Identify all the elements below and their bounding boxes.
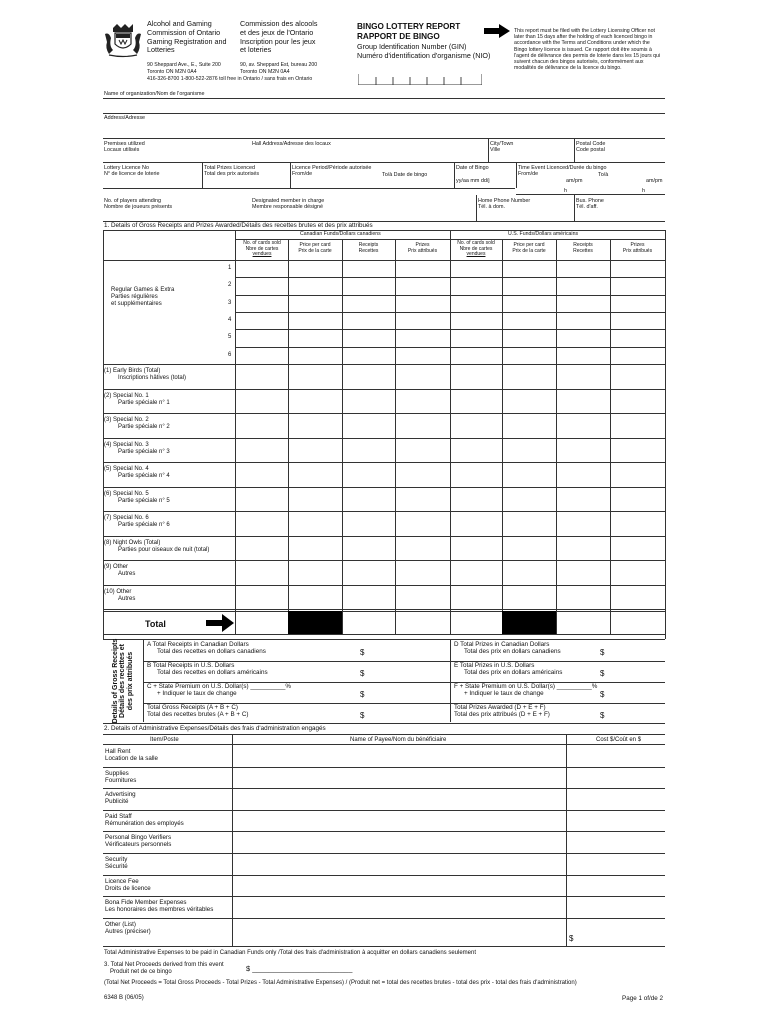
summary-dollar-field[interactable]: $ — [600, 669, 605, 678]
grid-cell-input[interactable] — [343, 439, 394, 461]
grid-cell-input[interactable] — [503, 586, 555, 608]
grid-cell-input[interactable] — [343, 313, 394, 328]
grid-cell-input[interactable] — [611, 414, 664, 437]
game-row-label: (7) Special No. 6 Partie spéciale n° 6 — [104, 515, 170, 529]
grid-cell-input[interactable] — [557, 348, 609, 363]
grid-cell-input[interactable] — [396, 612, 449, 633]
summary-row-line — [143, 661, 665, 662]
expense-item-label: Other (List) Autres (préciser) — [105, 921, 151, 936]
grid-cell-input[interactable] — [611, 512, 664, 535]
grid-cell-input[interactable] — [396, 537, 449, 559]
cost-field[interactable] — [567, 897, 664, 917]
payee-field[interactable] — [233, 897, 565, 917]
canadian-funds-header: Canadian Funds/Dollars canadiens — [300, 231, 381, 237]
filing-notice: This report must be filed with the Lottery Licensing Officer not later than 15 days after the holding of each licenced bingo in accordance with the Terms and Conditions under which the Bingo lottery licence is issued. Ce rapport doit être soumis à l'agent de délivrance des permis de loterie dans les 15 jours qui suivent chacun des bingos autorisés, conformément aux modalités de délivrance de la licence du bingo. — [514, 28, 661, 72]
grid-cell-input[interactable] — [289, 439, 341, 461]
col-payee-header: Name of Payee/Nom du bénéficiaire — [350, 737, 447, 743]
date-format-label: yy/aa mm dd/j — [456, 178, 490, 184]
grid-cell-input[interactable] — [451, 463, 501, 486]
grid-cell-input[interactable] — [611, 612, 664, 633]
ontario-coat-of-arms-logo — [103, 22, 143, 58]
summary-dollar-field[interactable]: $ — [360, 669, 365, 678]
grid-cell-input[interactable] — [557, 414, 609, 437]
summary-dollar-field[interactable]: $ — [600, 711, 605, 720]
col-price-usd: Price per card Prix de la carte — [512, 242, 546, 254]
grid-cell-input[interactable] — [236, 296, 287, 311]
summary-dollar-field[interactable]: $ — [360, 711, 365, 720]
regular-game-number: 4 — [228, 317, 232, 323]
total-prizes-label: Total Prizes Licenced Total des prix autorisés — [204, 165, 260, 178]
licence-period-label: Licence Period/Période autorisée From/de — [292, 165, 372, 178]
grid-cell-input[interactable] — [611, 537, 664, 559]
game-row-label: (5) Special No. 4 Partie spéciale n° 4 — [104, 466, 170, 480]
grid-cell-input[interactable] — [557, 439, 609, 461]
grid-cell-input[interactable] — [557, 313, 609, 328]
arrow-right-icon — [484, 24, 510, 38]
grid-cell-input[interactable] — [289, 414, 341, 437]
grid-cell-input[interactable] — [503, 414, 555, 437]
grid-cell-input[interactable] — [236, 390, 287, 412]
grid-cell-input[interactable] — [343, 278, 394, 294]
summary-row-line — [143, 682, 665, 683]
game-row-label: (8) Night Owls (Total) Parties pour oiseaux de nuit (total) — [104, 540, 210, 554]
expense-item-label: Licence Fee Droits de licence — [105, 878, 151, 893]
grid-cell-input[interactable] — [503, 463, 555, 486]
col-receipts-cad: Receipts Recettes — [358, 242, 379, 254]
grid-cell-input[interactable] — [396, 463, 449, 486]
expense-item-label: Supplies Fournitures — [105, 770, 137, 785]
grid-cell-input[interactable] — [343, 261, 394, 276]
net-proceeds-field[interactable]: $ ________________________ — [246, 964, 353, 973]
grid-cell-input[interactable] — [236, 586, 287, 608]
grid-cell-input[interactable] — [289, 561, 341, 584]
total-label: Total — [145, 619, 166, 629]
summary-dollar-field[interactable]: $ — [360, 648, 365, 657]
payee-field[interactable] — [233, 746, 565, 766]
expense-item-label: Advertising Publicité — [105, 791, 136, 806]
payee-field[interactable] — [233, 768, 565, 788]
grid-cell-input[interactable] — [343, 296, 394, 311]
game-row-label: (6) Special No. 5 Partie spéciale n° 5 — [104, 491, 170, 505]
report-title: BINGO LOTTERY REPORT RAPPORT DE BINGO Group Identification Number (GIN) Numéro d'identification d'organisme (NIO) — [357, 22, 491, 60]
grid-cell-input[interactable] — [503, 330, 555, 346]
grid-cell-input[interactable] — [289, 365, 341, 388]
grid-cell-input[interactable] — [236, 365, 287, 388]
summary-left-row: Total Gross Receipts (A + B + C) Total des recettes brutes (A + B + C) — [147, 704, 249, 719]
ampm-to-label: am/pm — [646, 178, 663, 184]
summary-right-row: F + State Premium on U.S. Dollar(s) __________% + Indiquer le taux de change — [454, 683, 598, 698]
licence-no-label: Lottery Licence No N° de licence de loterie — [104, 165, 160, 178]
grid-cell-input[interactable] — [451, 296, 501, 311]
grid-cell-input[interactable] — [236, 463, 287, 486]
postal-code-label: Postal Code Code postal — [576, 141, 606, 154]
grid-cell-input[interactable] — [236, 612, 287, 633]
grid-cell-input[interactable] — [289, 537, 341, 559]
grid-cell-input[interactable] — [557, 278, 609, 294]
summary-dollar-field[interactable]: $ — [600, 690, 605, 699]
col-prizes-cad: Prizes Prix attribués — [407, 242, 438, 254]
grid-cell-input[interactable] — [557, 561, 609, 584]
grid-cell-input[interactable] — [236, 561, 287, 584]
hour-to-label: h — [642, 188, 645, 194]
game-row-label: (10) Other Autres — [104, 589, 136, 603]
regular-game-number: 3 — [228, 300, 232, 306]
grid-cell-input[interactable] — [289, 278, 341, 294]
grid-cell-input[interactable] — [289, 512, 341, 535]
grid-cell-input[interactable] — [289, 261, 341, 276]
grid-cell-input[interactable] — [236, 330, 287, 346]
grid-cell-input[interactable] — [557, 330, 609, 346]
org-name-fr: Commission des alcools et des jeux de l'Ontario Inscription pour les jeux et loteries — [240, 19, 318, 55]
payee-field[interactable] — [233, 832, 565, 852]
expense-item-label: Bona Fide Member Expenses Les honoraires des membres véritables — [105, 899, 214, 914]
payee-field[interactable] — [233, 919, 565, 939]
total-expenses-dollar: $ — [569, 934, 574, 943]
net-proceeds-formula: (Total Net Proceeds = Total Gross Proceeds - Total Prizes - Total Administrative Expenses) / (Produit net = total des recettes brutes - total des prix - total des frais d'administration) — [104, 980, 577, 986]
grid-cell-input[interactable] — [451, 537, 501, 559]
cost-field[interactable] — [567, 811, 664, 831]
date-of-bingo-label: Date of Bingo — [456, 165, 489, 171]
summary-dollar-field[interactable]: $ — [360, 690, 365, 699]
expense-item-label: Hall Rent Location de la salle — [105, 748, 158, 763]
grid-cell-input[interactable] — [451, 561, 501, 584]
col-receipts-usd: Receipts Recettes — [573, 242, 593, 254]
grid-cell-input[interactable] — [503, 365, 555, 388]
grid-cell-input[interactable] — [289, 348, 341, 363]
grid-cell-input[interactable] — [451, 261, 501, 276]
grid-cell-input[interactable] — [611, 390, 664, 412]
grid-cell-input[interactable] — [611, 261, 664, 276]
bus-phone-label: Bus. Phone Tél. d'aff. — [576, 198, 604, 211]
to-time-label: To/à — [598, 172, 609, 178]
expense-item-label: Paid Staff Rémunération des employés — [105, 813, 184, 828]
regular-game-number: 2 — [228, 282, 232, 288]
grid-cell-input[interactable] — [343, 348, 394, 363]
grid-cell-input[interactable] — [236, 278, 287, 294]
grid-cell-input[interactable] — [451, 612, 501, 633]
grid-cell-input[interactable] — [343, 390, 394, 412]
grid-cell-input[interactable] — [611, 313, 664, 328]
grid-cell-input[interactable] — [503, 261, 555, 276]
grid-cell-input[interactable] — [396, 586, 449, 608]
grid-cell-input[interactable] — [396, 414, 449, 437]
grid-cell-input[interactable] — [611, 296, 664, 311]
to-date-label: To/à Date de bingo — [382, 172, 428, 178]
payee-field[interactable] — [233, 876, 565, 896]
ampm-from-label: am/pm — [566, 178, 583, 184]
game-row-label: (9) Other Autres — [104, 564, 136, 578]
org-address-en: 90 Sheppard Ave., E., Suite 200 Toronto ON M2N 0A4 416-326-8700 1-800-522-2876 toll free in Ontario / sans frais en Ontario — [147, 62, 313, 82]
summary-right-row: D Total Prizes in Canadian Dollars Total des prix en dollars canadiens — [454, 641, 561, 656]
payee-field[interactable] — [233, 811, 565, 831]
grid-cell-input[interactable] — [343, 365, 394, 388]
grid-cell-input[interactable] — [289, 330, 341, 346]
game-row-label: (2) Special No. 1 Partie spéciale n° 1 — [104, 393, 170, 407]
grid-cell-input[interactable] — [557, 296, 609, 311]
grid-cell-input[interactable] — [451, 313, 501, 328]
regular-game-number: 1 — [228, 265, 232, 271]
payee-field[interactable] — [233, 789, 565, 809]
section1-title: 1. Details of Gross Receipts and Prizes Awarded/Détails des recettes brutes et des prix attribués — [104, 222, 373, 229]
grid-cell-input[interactable] — [236, 414, 287, 437]
grid-cell-input[interactable] — [343, 463, 394, 486]
grid-cell-input[interactable] — [343, 612, 394, 633]
premises-label: Premises utilized Locaux utilisés — [104, 141, 145, 154]
hour-from-label: h — [564, 188, 567, 194]
grid-cell-input[interactable] — [557, 512, 609, 535]
grid-cell-input[interactable] — [611, 439, 664, 461]
grid-cell-input[interactable] — [236, 512, 287, 535]
cost-field[interactable] — [567, 832, 664, 852]
grid-cell-input[interactable] — [236, 313, 287, 328]
grid-row-line — [103, 609, 665, 610]
form-number: 6348 B (06/05) — [104, 995, 144, 1001]
col-price-cad: Price per card Prix de la carte — [298, 242, 332, 254]
grid-cell-input[interactable] — [611, 561, 664, 584]
grid-cell-input[interactable] — [557, 390, 609, 412]
grid-cell-input[interactable] — [557, 537, 609, 559]
grid-cell-input[interactable] — [503, 512, 555, 535]
col-item-header: Item/Poste — [150, 737, 179, 743]
cost-field[interactable] — [567, 746, 664, 766]
grid-cell-input[interactable] — [557, 488, 609, 510]
grid-cell-input[interactable] — [451, 439, 501, 461]
org-address-fr: 90, av. Sheppard Est, bureau 200 Toronto ON M2N 0A4 — [240, 62, 318, 75]
grid-row-line — [103, 634, 665, 635]
grid-cell-input[interactable] — [611, 463, 664, 486]
grid-cell-input[interactable] — [396, 439, 449, 461]
grid-cell-input[interactable] — [289, 586, 341, 608]
gin-number-boxes[interactable] — [358, 74, 482, 85]
players-label: No. of players attending Nombre de joueurs présents — [104, 198, 173, 211]
summary-right-row: Total Prizes Awarded (D + E + F) Total des prix attribués (D + E + F) — [454, 704, 550, 719]
expense-item-label: Security Sécurité — [105, 856, 128, 871]
grid-cell-input[interactable] — [451, 512, 501, 535]
grid-cell-input[interactable] — [289, 313, 341, 328]
grid-cell-input[interactable] — [503, 439, 555, 461]
grid-cell-input[interactable] — [451, 414, 501, 437]
grid-cell-input[interactable] — [396, 488, 449, 510]
regular-game-number: 6 — [228, 352, 232, 358]
summary-left-row: B Total Receipts in U.S. Dollars Total des recettes en dollars américains — [147, 662, 268, 677]
arrow-right-icon — [206, 614, 234, 632]
grid-cell-input[interactable] — [343, 512, 394, 535]
grid-cell-input[interactable] — [611, 365, 664, 388]
summary-left-row: C + State Premium on U.S. Dollar(s) __________% + Indiquer le taux de change — [147, 683, 292, 698]
summary-dollar-field[interactable]: $ — [600, 648, 605, 657]
grid-cell-input[interactable] — [503, 390, 555, 412]
grid-cell-input[interactable] — [343, 537, 394, 559]
grid-cell-input[interactable] — [503, 348, 555, 363]
grid-cell-input[interactable] — [557, 261, 609, 276]
grid-cell-input[interactable] — [396, 313, 449, 328]
grid-cell-input[interactable] — [451, 365, 501, 388]
grid-cell-input[interactable] — [343, 488, 394, 510]
time-event-label: Time Event Licenced/Durée du bingo From/de — [518, 165, 607, 178]
game-row-label: (3) Special No. 2 Partie spéciale n° 2 — [104, 417, 170, 431]
us-funds-header: U.S. Funds/Dollars américains — [508, 231, 579, 237]
expenses-currency-note: Total Administrative Expenses to be paid in Canadian Funds only /Total des frais d'administration à acquitter en dollars canadiens seulement — [104, 950, 477, 956]
grid-cell-input[interactable] — [396, 296, 449, 311]
grid-cell-input[interactable] — [396, 348, 449, 363]
grid-cell-input[interactable] — [611, 586, 664, 608]
address-label: Address/Adresse — [104, 115, 146, 121]
summary-side-label: Details of Gross Receipts Détails des recettes et des prix attribués — [111, 638, 134, 724]
grid-cell-input[interactable] — [343, 586, 394, 608]
grid-cell-input[interactable] — [236, 261, 287, 276]
grid-cell-input[interactable] — [396, 330, 449, 346]
grid-cell-input[interactable] — [503, 561, 555, 584]
grid-cell-input[interactable] — [289, 463, 341, 486]
grid-cell-input[interactable] — [451, 330, 501, 346]
grid-cell-input[interactable] — [557, 463, 609, 486]
grid-cell-input[interactable] — [451, 488, 501, 510]
col-cards-cad: No. of cards sold Nbre de cartes vendues — [243, 240, 281, 257]
grid-cell-input[interactable] — [289, 390, 341, 412]
org-name-field[interactable] — [103, 99, 665, 113]
grid-right-border — [665, 230, 666, 639]
regular-game-number: 5 — [228, 334, 232, 340]
grid-cell-input[interactable] — [396, 561, 449, 584]
grid-cell-input[interactable] — [343, 561, 394, 584]
grid-cell-input[interactable] — [451, 586, 501, 608]
grid-cell-input[interactable] — [451, 348, 501, 363]
grid-cell-input[interactable] — [611, 348, 664, 363]
cost-field[interactable] — [567, 789, 664, 809]
grid-cell-input[interactable] — [236, 488, 287, 510]
game-row-label: (4) Special No. 3 Partie spéciale n° 3 — [104, 442, 170, 456]
grid-cell-input[interactable] — [557, 586, 609, 608]
org-name-label: Name of organization/Nom de l'organisme — [104, 91, 205, 97]
grid-cell-input[interactable] — [396, 390, 449, 412]
cost-field[interactable] — [567, 854, 664, 874]
grid-cell-input[interactable] — [236, 439, 287, 461]
summary-right-row: E Total Prizes in U.S. Dollars Total des prix en dollars américains — [454, 662, 563, 677]
grid-cell-input[interactable] — [503, 313, 555, 328]
section2-title: 2. Details of Administrative Expenses/Détails des frais d'administration engagés — [104, 725, 326, 732]
total-blackout-cad — [288, 611, 342, 634]
page-number: Page 1 of/de 2 — [622, 995, 663, 1002]
net-proceeds-label: 3. Total Net Proceeds derived from this event Produit net de ce bingo — [104, 962, 224, 975]
grid-cell-input[interactable] — [289, 488, 341, 510]
expense-item-label: Personal Bingo Verifiers Vérificateurs personnels — [105, 834, 172, 849]
grid-cell-input[interactable] — [503, 488, 555, 510]
grid-cell-input[interactable] — [396, 365, 449, 388]
grid-cell-input[interactable] — [503, 278, 555, 294]
member-in-charge-label: Designated member in charge Membre responsable désigné — [252, 198, 325, 211]
grid-cell-input[interactable] — [289, 296, 341, 311]
grid-cell-input[interactable] — [396, 512, 449, 535]
col-prizes-usd: Prizes Prix attribués — [622, 242, 653, 254]
grid-cell-input[interactable] — [396, 278, 449, 294]
grid-cell-input[interactable] — [236, 348, 287, 363]
grid-cell-input[interactable] — [343, 414, 394, 437]
summary-left-row: A Total Receipts in Canadian Dollars Total des recettes en dollars canadiens — [147, 641, 266, 656]
regular-games-label: Regular Games & Extra Parties régulières et supplémentaires — [111, 287, 175, 308]
cost-field[interactable] — [567, 919, 664, 939]
grid-cell-input[interactable] — [611, 278, 664, 294]
grid-cell-input[interactable] — [451, 278, 501, 294]
org-name-en: Alcohol and Gaming Commission of Ontario Gaming Registration and Lotteries — [147, 19, 227, 55]
grid-cell-input[interactable] — [396, 261, 449, 276]
grid-cell-input[interactable] — [451, 390, 501, 412]
cost-field[interactable] — [567, 768, 664, 788]
col-cost-header: Cost $/Coût en $ — [596, 737, 642, 743]
grid-cell-input[interactable] — [236, 537, 287, 559]
grid-cell-input[interactable] — [343, 330, 394, 346]
grid-cell-input[interactable] — [557, 365, 609, 388]
cost-field[interactable] — [567, 876, 664, 896]
hall-address-label: Hall Address/Adresse des locaux — [252, 141, 331, 147]
col-cards-usd: No. of cards sold Nbre de cartes vendues — [457, 240, 495, 257]
total-blackout-usd — [502, 611, 556, 634]
grid-cell-input[interactable] — [503, 537, 555, 559]
game-row-label: (1) Early Birds (Total) Inscriptions hâtives (total) — [104, 368, 187, 382]
home-phone-label: Home Phone Number Tél. à dom. — [478, 198, 531, 211]
grid-cell-input[interactable] — [557, 612, 609, 633]
grid-cell-input[interactable] — [611, 330, 664, 346]
payee-field[interactable] — [233, 854, 565, 874]
city-label: City/Town Ville — [490, 141, 514, 154]
grid-cell-input[interactable] — [503, 296, 555, 311]
summary-row-line — [143, 703, 665, 704]
grid-cell-input[interactable] — [611, 488, 664, 510]
address-field[interactable] — [103, 121, 665, 137]
